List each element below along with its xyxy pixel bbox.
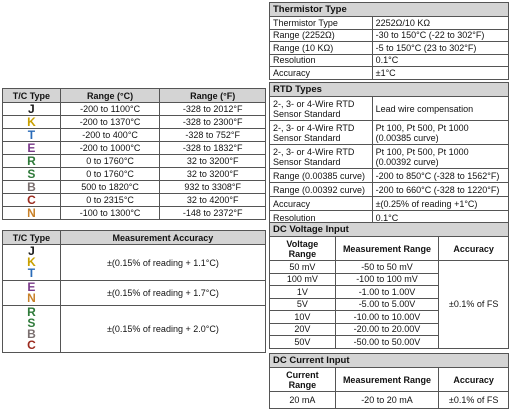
measurement-range-cell: -5.00 to 5.00V (335, 298, 439, 311)
accuracy-cell: ±(0.15% of reading + 1.1°C) (60, 245, 265, 281)
dc-current-title: DC Current Input (270, 354, 509, 368)
spec-value: -30 to 150°C (-22 to 302°F) (372, 29, 508, 42)
range-c-cell: 0 to 1760°C (60, 168, 160, 181)
range-c-cell: 0 to 1760°C (60, 155, 160, 168)
table-row (270, 169, 509, 183)
thermistor-table (269, 2, 509, 80)
tc-type-header: T/C Type (3, 231, 61, 245)
range-c-cell: -200 to 1100°C (60, 103, 160, 116)
tc-type-group (3, 245, 61, 281)
spec-label: Resolution (270, 54, 373, 67)
measurement-range-header: Measurement Range (335, 368, 439, 392)
tc-type-letter: R (27, 305, 36, 319)
table-row (3, 194, 266, 207)
spec-value: 0.1°C (372, 54, 508, 67)
range-c-cell: 0 to 2315°C (60, 194, 160, 207)
spec-value: 2252Ω/10 KΩ (372, 17, 508, 30)
current-range-header: Current Range (270, 368, 336, 392)
thermistor-title: Thermistor Type (270, 3, 509, 17)
range-f-cell: 32 to 3200°F (160, 168, 266, 181)
table-row (3, 155, 266, 168)
table-row (270, 121, 509, 145)
rtd-title: RTD Types (270, 83, 509, 97)
voltage-range-cell: 10V (270, 311, 336, 324)
range-f-header: Range (°F) (160, 89, 266, 103)
spec-label: Accuracy (270, 197, 373, 211)
table-row (3, 245, 266, 281)
table-row (270, 17, 509, 30)
tc-type-letter: B (3, 181, 61, 194)
accuracy-cell: ±(0.15% of reading + 1.7°C) (60, 281, 265, 306)
tc-type-letter: E (3, 142, 61, 155)
tc-range-table (2, 88, 266, 220)
spec-label: Range (0.00385 curve) (270, 169, 373, 183)
voltage-range-cell: 20V (270, 323, 336, 336)
table-row (270, 54, 509, 67)
range-c-cell: -200 to 1370°C (60, 116, 160, 129)
tc-type-letter: B (27, 327, 36, 341)
range-f-cell: -328 to 1832°F (160, 142, 266, 155)
tc-type-group (3, 306, 61, 353)
table-row (270, 183, 509, 197)
spec-label: Range (2252Ω) (270, 29, 373, 42)
tc-type-letter: C (3, 194, 61, 207)
table-row (3, 116, 266, 129)
range-c-cell: 500 to 1820°C (60, 181, 160, 194)
measurement-range-cell: -10.00 to 10.00V (335, 311, 439, 324)
voltage-range-cell: 50V (270, 336, 336, 349)
tc-type-letter: T (27, 266, 36, 280)
tc-type-letter: E (27, 280, 36, 294)
tc-type-letter: J (3, 103, 61, 116)
spec-value: Lead wire compensation (372, 97, 508, 121)
spec-value: ±1°C (372, 67, 508, 80)
measurement-range-cell: -50.00 to 50.00V (335, 336, 439, 349)
spec-value: ±(0.25% of reading +1°C) (372, 197, 508, 211)
spec-value: Pt 100, Pt 500, Pt 1000 (0.00392 curve) (372, 145, 508, 169)
spec-value: -200 to 660°C (-328 to 1220°F) (372, 183, 508, 197)
table-row (3, 207, 266, 220)
spec-value: Pt 100, Pt 500, Pt 1000 (0.00385 curve) (372, 121, 508, 145)
table-row (3, 181, 266, 194)
dc-current-table (269, 353, 509, 409)
table-row (3, 129, 266, 142)
table-row (270, 392, 509, 409)
tc-type-header: T/C Type (3, 89, 61, 103)
voltage-range-header: Voltage Range (270, 237, 336, 261)
accuracy-cell: ±(0.15% of reading + 2.0°C) (60, 306, 265, 353)
accuracy-header: Accuracy (439, 368, 509, 392)
tc-accuracy-table (2, 230, 266, 353)
spec-value: 0.1°C (372, 211, 508, 225)
table-row (3, 306, 266, 353)
range-f-cell: 32 to 4200°F (160, 194, 266, 207)
measurement-range-cell: -20 to 20 mA (335, 392, 439, 409)
accuracy-header: Accuracy (439, 237, 509, 261)
measurement-range-cell: -1.00 to 1.00V (335, 286, 439, 299)
tc-type-letter: R (3, 155, 61, 168)
measurement-accuracy-header: Measurement Accuracy (60, 231, 265, 245)
dc-voltage-title: DC Voltage Input (270, 223, 509, 237)
measurement-range-cell: -50 to 50 mV (335, 261, 439, 274)
table-row (270, 29, 509, 42)
tc-type-letter: N (3, 207, 61, 220)
table-row (270, 145, 509, 169)
range-f-cell: -328 to 752°F (160, 129, 266, 142)
range-c-cell: -200 to 400°C (60, 129, 160, 142)
range-f-cell: -328 to 2300°F (160, 116, 266, 129)
tc-type-letter: T (3, 129, 61, 142)
tc-type-letter: N (27, 291, 36, 305)
voltage-range-cell: 100 mV (270, 273, 336, 286)
tc-type-group (3, 281, 61, 306)
dc-voltage-table (269, 222, 509, 349)
tc-type-letter: K (3, 116, 61, 129)
accuracy-cell: ±0.1% of FS (439, 392, 509, 409)
tc-type-letter: S (27, 316, 36, 330)
range-c-cell: -100 to 1300°C (60, 207, 160, 220)
table-row (270, 197, 509, 211)
accuracy-cell: ±0.1% of FS (439, 261, 509, 349)
table-row (270, 67, 509, 80)
spec-label: Thermistor Type (270, 17, 373, 30)
voltage-range-cell: 50 mV (270, 261, 336, 274)
spec-label: 2-, 3- or 4-Wire RTD Sensor Standard (270, 97, 373, 121)
tc-type-letter: S (3, 168, 61, 181)
tc-type-letter: J (28, 244, 35, 258)
spec-label: Accuracy (270, 67, 373, 80)
current-range-cell: 20 mA (270, 392, 336, 409)
table-row (3, 142, 266, 155)
range-c-header: Range (°C) (60, 89, 160, 103)
range-f-cell: 932 to 3308°F (160, 181, 266, 194)
measurement-range-header: Measurement Range (335, 237, 439, 261)
spec-value: -5 to 150°C (23 to 302°F) (372, 42, 508, 55)
measurement-range-cell: -100 to 100 mV (335, 273, 439, 286)
rtd-table (269, 82, 509, 225)
tc-type-letter: C (27, 338, 36, 352)
tc-type-letter: K (27, 255, 36, 269)
spec-label: 2-, 3- or 4-Wire RTD Sensor Standard (270, 121, 373, 145)
spec-label: Range (10 KΩ) (270, 42, 373, 55)
spec-label: Resolution (270, 211, 373, 225)
table-row (3, 281, 266, 306)
range-f-cell: 32 to 3200°F (160, 155, 266, 168)
table-row (3, 103, 266, 116)
range-f-cell: -148 to 2372°F (160, 207, 266, 220)
spec-label: Range (0.00392 curve) (270, 183, 373, 197)
spec-label: 2-, 3- or 4-Wire RTD Sensor Standard (270, 145, 373, 169)
range-f-cell: -328 to 2012°F (160, 103, 266, 116)
table-row (270, 42, 509, 55)
voltage-range-cell: 1V (270, 286, 336, 299)
table-row (270, 97, 509, 121)
measurement-range-cell: -20.00 to 20.00V (335, 323, 439, 336)
table-row (270, 261, 509, 274)
spec-value: -200 to 850°C (-328 to 1562°F) (372, 169, 508, 183)
table-row (3, 168, 266, 181)
voltage-range-cell: 5V (270, 298, 336, 311)
range-c-cell: -200 to 1000°C (60, 142, 160, 155)
